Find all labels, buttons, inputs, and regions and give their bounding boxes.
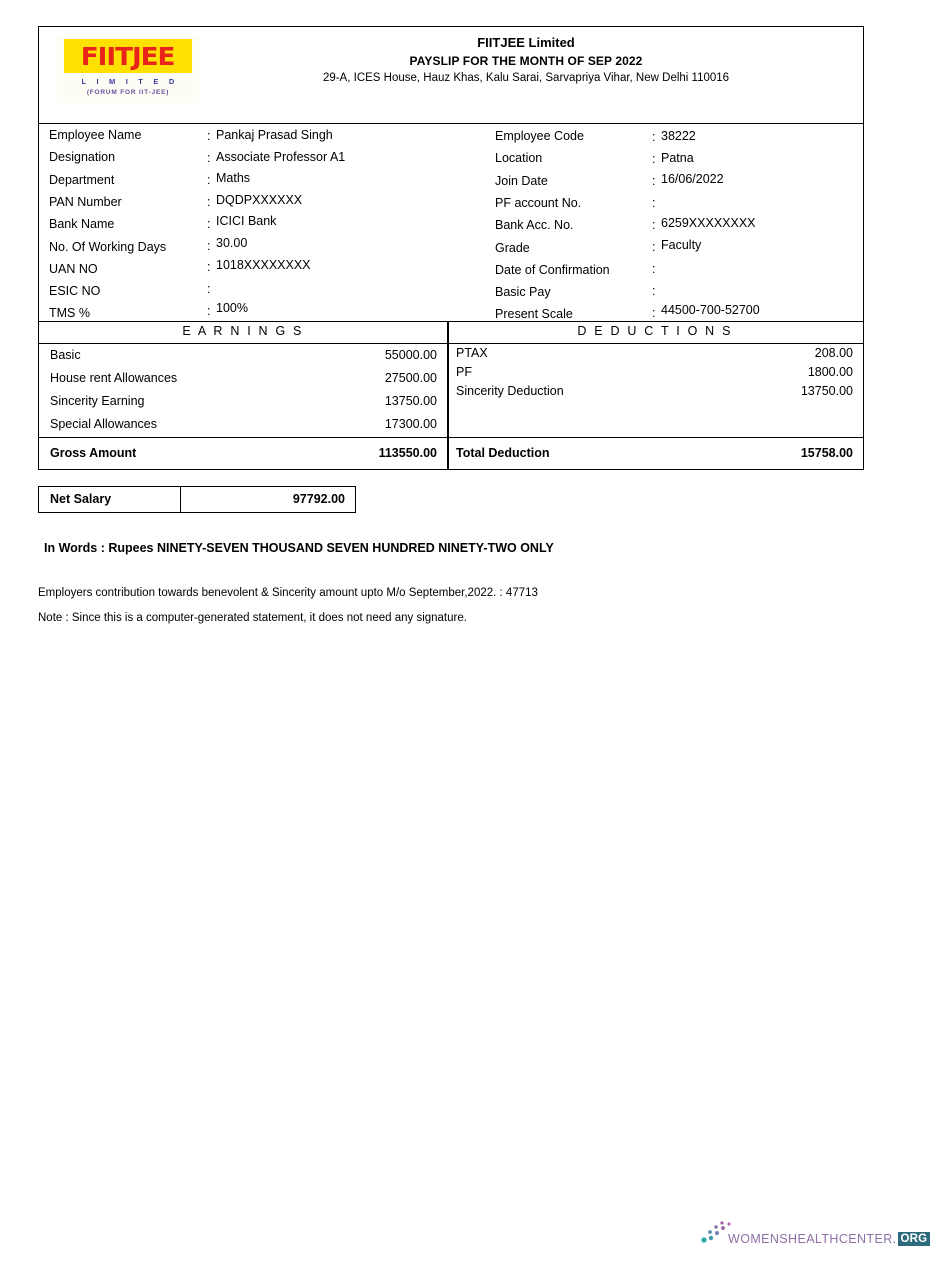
info-value: 44500-700-52700 bbox=[661, 302, 760, 317]
info-label: PAN Number bbox=[49, 194, 122, 209]
info-colon: : bbox=[207, 304, 211, 319]
total-deduction-value: 15758.00 bbox=[800, 446, 853, 460]
row-label: Sincerity Deduction bbox=[456, 384, 564, 398]
table-row bbox=[449, 344, 862, 363]
info-colon: : bbox=[207, 129, 211, 143]
net-salary-box bbox=[38, 486, 356, 513]
watermark-domain-text: WOMENSHEALTHCENTER. bbox=[728, 1232, 897, 1246]
table-row bbox=[39, 344, 447, 367]
info-label: Location bbox=[495, 151, 543, 166]
info-label: Date of Confirmation bbox=[495, 262, 610, 277]
row-label: House rent Allowances bbox=[50, 371, 178, 385]
info-label: Department bbox=[49, 172, 115, 187]
earnings-list bbox=[39, 344, 447, 436]
deductions-list bbox=[449, 344, 862, 401]
deductions-header: D E D U C T I O N S bbox=[577, 324, 733, 338]
earnings-deductions-body bbox=[39, 344, 863, 438]
computer-generated-note: Note : Since this is a computer-generated statement, it does not need any signature. bbox=[38, 612, 467, 624]
info-value: 30.00 bbox=[216, 236, 248, 250]
company-address: 29-A, ICES House, Hauz Khas, Kalu Sarai, Sarvapriya Vihar, New Delhi 110016 bbox=[322, 72, 730, 84]
info-colon: : bbox=[207, 194, 211, 209]
info-value: ICICI Bank bbox=[216, 214, 277, 229]
info-colon: : bbox=[652, 240, 656, 254]
info-label: Bank Acc. No. bbox=[495, 218, 574, 233]
gross-amount-label: Gross Amount bbox=[50, 446, 137, 460]
fiitjee-logo bbox=[57, 35, 199, 103]
payslip-document bbox=[38, 26, 864, 470]
gross-amount-value: 113550.00 bbox=[378, 446, 437, 460]
row-amount: 13750.00 bbox=[800, 384, 853, 398]
info-colon: : bbox=[207, 216, 211, 231]
net-salary-label: Net Salary bbox=[39, 487, 181, 512]
earnings-header: E A R N I N G S bbox=[182, 324, 304, 338]
info-value: Patna bbox=[661, 150, 694, 165]
row-amount: 13750.00 bbox=[384, 394, 437, 408]
row-amount: 17300.00 bbox=[384, 417, 437, 431]
total-deduction-label: Total Deduction bbox=[456, 446, 550, 460]
watermark-org-badge: ORG bbox=[898, 1232, 930, 1246]
info-label: Employee Name bbox=[49, 128, 142, 142]
info-colon: : bbox=[652, 196, 656, 210]
table-row bbox=[449, 382, 862, 401]
info-label: Grade bbox=[495, 240, 530, 255]
info-label: TMS % bbox=[49, 306, 90, 321]
row-amount: 55000.00 bbox=[384, 348, 437, 362]
logo-subtitle-limited: L I M I T E D bbox=[81, 77, 179, 86]
info-colon: : bbox=[207, 282, 211, 297]
logo-subtitle-forum: (FORUM FOR IIT-JEE) bbox=[86, 89, 170, 96]
info-colon: : bbox=[652, 262, 656, 276]
info-colon: : bbox=[652, 174, 656, 188]
info-label: UAN NO bbox=[49, 261, 98, 276]
totals-row bbox=[39, 438, 863, 469]
table-row bbox=[449, 363, 862, 382]
amount-in-words: In Words : Rupees NINETY-SEVEN THOUSAND SEVEN HUNDRED NINETY-TWO ONLY bbox=[44, 541, 554, 555]
info-colon: : bbox=[207, 238, 211, 253]
info-colon: : bbox=[207, 150, 211, 165]
company-name: FIITJEE Limited bbox=[477, 35, 575, 50]
womenshealthcenter-watermark bbox=[700, 1219, 928, 1255]
table-row bbox=[39, 413, 447, 436]
employer-contribution-note: Employers contribution towards benevolent & Sincerity amount upto M/o September,2022. : 47713 bbox=[38, 587, 538, 599]
info-value: Pankaj Prasad Singh bbox=[216, 128, 333, 142]
row-label: PTAX bbox=[456, 346, 488, 360]
info-colon: : bbox=[207, 172, 211, 187]
employee-info-section bbox=[39, 124, 863, 322]
info-label: Employee Code bbox=[495, 129, 584, 143]
table-row bbox=[39, 390, 447, 413]
info-label: No. Of Working Days bbox=[49, 239, 167, 254]
logo-wordmark: FIITJEE bbox=[81, 41, 175, 71]
table-row bbox=[39, 367, 447, 390]
net-salary-value: 97792.00 bbox=[292, 492, 345, 506]
header-text-block bbox=[199, 34, 853, 87]
row-amount: 1800.00 bbox=[807, 365, 853, 379]
info-label: ESIC NO bbox=[49, 284, 101, 299]
info-value: 6259XXXXXXXX bbox=[661, 215, 756, 230]
info-colon: : bbox=[652, 306, 656, 320]
info-value: Faculty bbox=[661, 237, 702, 252]
info-value: Maths bbox=[216, 171, 251, 186]
info-value: 38222 bbox=[661, 129, 696, 143]
row-amount: 208.00 bbox=[814, 346, 853, 360]
info-colon: : bbox=[652, 218, 656, 232]
info-value: 100% bbox=[216, 300, 248, 315]
payslip-header bbox=[39, 27, 863, 124]
info-value: Associate Professor A1 bbox=[216, 149, 346, 164]
info-label: Bank Name bbox=[49, 217, 115, 232]
row-label: Special Allowances bbox=[50, 417, 158, 431]
info-label: PF account No. bbox=[495, 195, 582, 210]
info-colon: : bbox=[652, 284, 656, 298]
info-value: 16/06/2022 bbox=[661, 172, 724, 187]
info-colon: : bbox=[207, 260, 211, 275]
info-colon: : bbox=[652, 152, 656, 166]
info-value: 1018XXXXXXXX bbox=[216, 257, 311, 272]
info-label: Join Date bbox=[495, 173, 548, 188]
row-label: PF bbox=[456, 365, 472, 379]
info-label: Present Scale bbox=[495, 307, 573, 322]
info-label: Designation bbox=[49, 150, 116, 165]
watermark-text-group bbox=[728, 1232, 930, 1246]
row-label: Sincerity Earning bbox=[50, 394, 145, 408]
row-amount: 27500.00 bbox=[384, 371, 437, 385]
info-value: DQDPXXXXXX bbox=[216, 192, 303, 207]
info-label: Basic Pay bbox=[495, 285, 551, 300]
payslip-title: PAYSLIP FOR THE MONTH OF SEP 2022 bbox=[409, 54, 643, 68]
info-colon: : bbox=[652, 130, 656, 144]
earnings-deductions-header-row bbox=[39, 322, 863, 344]
logo-plate bbox=[64, 39, 192, 73]
row-label: Basic bbox=[50, 348, 81, 362]
